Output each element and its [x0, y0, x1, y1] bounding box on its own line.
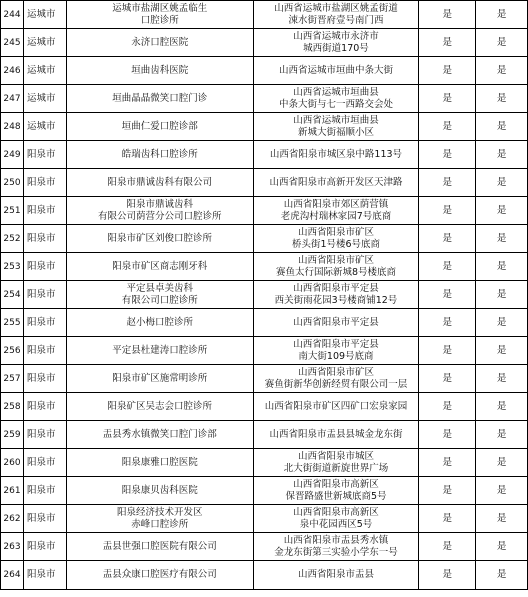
- institution-name-cell: [66, 225, 253, 253]
- check-cell-2: [476, 309, 528, 337]
- table-row: [1, 533, 528, 561]
- row-number-text: 257: [3, 373, 21, 384]
- table-row: [1, 85, 528, 113]
- check-cell-2: [476, 141, 528, 169]
- row-number: [1, 197, 24, 225]
- city-cell: [23, 505, 66, 533]
- address-cell-text: 城西街道170号: [303, 42, 369, 54]
- address-cell-text: 山西省阳泉市平定县: [293, 338, 379, 350]
- check-cell-1-text: 是: [442, 36, 453, 48]
- city-cell-text: 阳泉市: [26, 288, 56, 300]
- address-cell-text: 山西省阳泉市高新区: [293, 478, 379, 490]
- check-cell-1-text: 是: [442, 372, 453, 384]
- institution-name-cell: [66, 57, 253, 85]
- check-cell-2: [476, 533, 528, 561]
- row-number: [1, 281, 24, 309]
- check-cell-1: [419, 505, 476, 533]
- check-cell-2: [476, 477, 528, 505]
- check-cell-2-text: 是: [496, 428, 507, 440]
- address-cell-text: 老虎沟村瑞林家园7号底商: [280, 210, 392, 222]
- city-cell: [23, 253, 66, 281]
- row-number: [1, 141, 24, 169]
- institution-name-cell: [66, 85, 253, 113]
- institution-name-cell-text: 盂县秀水镇微笑口腔门诊部: [102, 428, 217, 440]
- table-row: [1, 113, 528, 141]
- address-cell: [253, 57, 419, 85]
- city-cell: [23, 113, 66, 141]
- table-row: [1, 29, 528, 57]
- address-cell: [253, 1, 419, 29]
- address-cell-text: 山西省阳泉市矿区: [297, 226, 374, 238]
- table-row: [1, 1, 528, 29]
- address-cell-text: 中条大街与七一西路交会处: [278, 98, 393, 110]
- institution-name-cell: [66, 141, 253, 169]
- table-row: [1, 477, 528, 505]
- row-number-text: 254: [3, 289, 21, 300]
- check-cell-2: [476, 169, 528, 197]
- institution-name-cell-text: 阳泉康雅口腔医院: [121, 456, 198, 468]
- check-cell-1-text: 是: [442, 64, 453, 76]
- institution-name-cell: [66, 309, 253, 337]
- address-cell: [253, 113, 419, 141]
- city-cell-text: 阳泉市: [26, 456, 56, 468]
- row-number: [1, 57, 24, 85]
- city-cell-text: 阳泉市: [26, 428, 56, 440]
- check-cell-2: [476, 113, 528, 141]
- row-number: [1, 505, 24, 533]
- institution-name-cell-text: 阳泉市鼎诚齿科: [126, 198, 193, 210]
- address-cell-text: 北大街街道新旋世界广场: [283, 462, 389, 474]
- institution-name-cell: [66, 421, 253, 449]
- row-number: [1, 533, 24, 561]
- check-cell-2: [476, 197, 528, 225]
- row-number-text: 245: [3, 37, 21, 48]
- row-number: [1, 113, 24, 141]
- check-cell-2: [476, 561, 528, 590]
- check-cell-1: [419, 85, 476, 113]
- table-row: [1, 169, 528, 197]
- address-cell: [253, 561, 419, 590]
- city-cell: [23, 337, 66, 365]
- address-cell: [253, 85, 419, 113]
- address-cell-text: 金龙东街第三实验小学东一号: [274, 546, 398, 558]
- city-cell-text: 阳泉市: [26, 512, 56, 524]
- institution-name-cell: [66, 253, 253, 281]
- check-cell-2: [476, 505, 528, 533]
- address-cell-text: 山西省阳泉市盂县秀水镇: [283, 534, 389, 546]
- check-cell-1-text: 是: [442, 428, 453, 440]
- check-cell-1-text: 是: [442, 92, 453, 104]
- check-cell-2-text: 是: [496, 204, 507, 216]
- city-cell-text: 阳泉市: [26, 176, 56, 188]
- address-cell-text: 西关街雨花园3号楼商铺12号: [274, 294, 398, 306]
- institution-name-cell-text: 永济口腔医院: [131, 36, 189, 48]
- city-cell-text: 阳泉市: [26, 484, 56, 496]
- table-row: [1, 309, 528, 337]
- row-number: [1, 29, 24, 57]
- address-cell: [253, 309, 419, 337]
- row-number: [1, 85, 24, 113]
- row-number-text: 255: [3, 317, 21, 328]
- check-cell-2-text: 是: [496, 512, 507, 524]
- city-cell-text: 阳泉市: [26, 400, 56, 412]
- check-cell-1: [419, 169, 476, 197]
- check-cell-2: [476, 421, 528, 449]
- address-cell: [253, 225, 419, 253]
- institution-name-cell-text: 垣曲仁爱口腔诊部: [121, 120, 198, 132]
- row-number-text: 249: [3, 149, 21, 160]
- institution-name-cell-text: 阳泉经济技术开发区: [116, 506, 203, 518]
- row-number: [1, 169, 24, 197]
- institution-name-cell-text: 阳泉市矿区施常明诊所: [112, 372, 208, 384]
- address-cell: [253, 421, 419, 449]
- table-row: [1, 365, 528, 393]
- row-number-text: 248: [3, 121, 21, 132]
- institution-name-cell-text: 运城市盐湖区姚孟临生: [112, 2, 208, 14]
- check-cell-1: [419, 225, 476, 253]
- institution-name-cell: [66, 169, 253, 197]
- city-cell: [23, 281, 66, 309]
- check-cell-2-text: 是: [496, 344, 507, 356]
- check-cell-2: [476, 57, 528, 85]
- table-row: [1, 505, 528, 533]
- table-row: [1, 449, 528, 477]
- address-cell-text: 山西省阳泉市盂县县城金龙东街: [269, 428, 403, 440]
- address-cell-text: 山西省阳泉市郊区荫营镇: [283, 198, 389, 210]
- check-cell-2-text: 是: [496, 400, 507, 412]
- institution-name-cell: [66, 561, 253, 590]
- row-number-text: 252: [3, 233, 21, 244]
- city-cell: [23, 85, 66, 113]
- check-cell-1-text: 是: [442, 176, 453, 188]
- institution-name-cell: [66, 505, 253, 533]
- check-cell-2-text: 是: [496, 120, 507, 132]
- institution-name-cell-text: 阳泉市鼎诚齿科有限公司: [107, 176, 212, 188]
- row-number-text: 258: [3, 401, 21, 412]
- institution-name-cell: [66, 477, 253, 505]
- city-cell-text: 阳泉市: [26, 569, 56, 580]
- row-number-text: 244: [3, 9, 21, 20]
- institution-name-cell: [66, 337, 253, 365]
- check-cell-1: [419, 141, 476, 169]
- address-cell-text: 山西省运城市垣曲县: [293, 86, 379, 98]
- check-cell-1: [419, 1, 476, 29]
- city-cell-text: 运城市: [26, 120, 56, 132]
- check-cell-1-text: 是: [442, 8, 453, 20]
- city-cell-text: 阳泉市: [26, 372, 56, 384]
- address-cell: [253, 505, 419, 533]
- row-number: [1, 309, 24, 337]
- address-cell-text: 山西省阳泉市平定县: [293, 316, 379, 328]
- check-cell-1-text: 是: [442, 456, 453, 468]
- address-cell: [253, 29, 419, 57]
- institution-name-cell: [66, 365, 253, 393]
- address-cell: [253, 337, 419, 365]
- city-cell: [23, 141, 66, 169]
- address-cell-text: 山西省阳泉市盂县: [297, 569, 374, 580]
- check-cell-1-text: 是: [442, 288, 453, 300]
- table-row: [1, 141, 528, 169]
- row-number-text: 261: [3, 485, 21, 496]
- institution-name-cell-text: 皓瑞齿科口腔诊所: [121, 148, 198, 160]
- check-cell-2: [476, 29, 528, 57]
- check-cell-1-text: 是: [442, 204, 453, 216]
- address-cell: [253, 141, 419, 169]
- city-cell-text: 运城市: [26, 36, 56, 48]
- address-cell: [253, 197, 419, 225]
- check-cell-2-text: 是: [496, 484, 507, 496]
- city-cell-text: 运城市: [26, 8, 56, 20]
- city-cell-text: 阳泉市: [26, 316, 56, 328]
- check-cell-1-text: 是: [442, 344, 453, 356]
- institution-name-cell-text: 盂县世强口腔医院有限公司: [102, 540, 217, 552]
- address-cell-text: 涑水街晋府壹号南门西: [288, 14, 384, 26]
- address-cell-text: 赛鱼太行国际新城8号楼底商: [275, 266, 396, 278]
- check-cell-1: [419, 29, 476, 57]
- check-cell-2: [476, 85, 528, 113]
- city-cell-text: 阳泉市: [26, 232, 56, 244]
- check-cell-1-text: 是: [442, 148, 453, 160]
- check-cell-1: [419, 365, 476, 393]
- city-cell-text: 阳泉市: [26, 204, 56, 216]
- check-cell-1-text: 是: [442, 232, 453, 244]
- address-cell: [253, 393, 419, 421]
- city-cell-text: 阳泉市: [26, 260, 56, 272]
- address-cell-text: 山西省阳泉市矿区四矿口宏泉家园: [264, 400, 408, 412]
- check-cell-2-text: 是: [496, 456, 507, 468]
- check-cell-2-text: 是: [496, 148, 507, 160]
- institution-name-cell-text: 平定县卓美齿科: [126, 282, 193, 294]
- check-cell-2: [476, 337, 528, 365]
- city-cell: [23, 393, 66, 421]
- city-cell-text: 运城市: [26, 92, 56, 104]
- check-cell-1: [419, 253, 476, 281]
- city-cell: [23, 225, 66, 253]
- address-cell-text: 山西省阳泉市矿区: [297, 366, 374, 378]
- table-row: [1, 281, 528, 309]
- check-cell-2-text: 是: [496, 92, 507, 104]
- institution-name-cell-text: 赤峰口腔诊所: [131, 518, 189, 530]
- check-cell-1: [419, 197, 476, 225]
- city-cell: [23, 449, 66, 477]
- institution-name-cell-text: 有限公司口腔诊所: [121, 294, 198, 306]
- city-cell-text: 阳泉市: [26, 148, 56, 160]
- institution-name-cell-text: 垣曲齿科医院: [131, 64, 189, 76]
- address-cell-text: 山西省阳泉市高新开发区天津路: [269, 176, 403, 188]
- check-cell-1-text: 是: [442, 540, 453, 552]
- city-cell: [23, 309, 66, 337]
- row-number-text: 260: [3, 457, 21, 468]
- check-cell-2: [476, 225, 528, 253]
- check-cell-1-text: 是: [442, 400, 453, 412]
- institution-name-cell: [66, 197, 253, 225]
- row-number: [1, 365, 24, 393]
- row-number-text: 253: [3, 261, 21, 272]
- city-cell: [23, 477, 66, 505]
- address-cell-text: 山西省阳泉市平定县: [293, 282, 379, 294]
- row-number: [1, 1, 24, 29]
- check-cell-1: [419, 449, 476, 477]
- institution-name-cell: [66, 29, 253, 57]
- check-cell-1: [419, 421, 476, 449]
- row-number-text: 259: [3, 429, 21, 440]
- address-cell-text: 山西省阳泉市城区泉中路113号: [269, 148, 403, 160]
- row-number: [1, 393, 24, 421]
- check-cell-2-text: 是: [496, 64, 507, 76]
- table-row: [1, 393, 528, 421]
- city-cell: [23, 561, 66, 590]
- city-cell-text: 阳泉市: [26, 344, 56, 356]
- check-cell-1-text: 是: [442, 512, 453, 524]
- address-cell-text: 山西省运城市垣曲中条大街: [278, 64, 393, 76]
- institution-name-cell: [66, 113, 253, 141]
- check-cell-2: [476, 1, 528, 29]
- check-cell-2-text: 是: [496, 569, 507, 580]
- table-body: [1, 1, 528, 590]
- check-cell-1: [419, 57, 476, 85]
- institution-name-cell-text: 垣曲晶晶微笑口腔门诊: [112, 92, 208, 104]
- table-row: [1, 253, 528, 281]
- check-cell-2-text: 是: [496, 316, 507, 328]
- row-number-text: 256: [3, 345, 21, 356]
- city-cell: [23, 57, 66, 85]
- institution-name-cell: [66, 393, 253, 421]
- check-cell-1: [419, 561, 476, 590]
- address-cell-text: 山西省阳泉市高新区: [293, 506, 379, 518]
- check-cell-2-text: 是: [496, 372, 507, 384]
- table-row: [1, 561, 528, 590]
- check-cell-1: [419, 393, 476, 421]
- address-cell: [253, 449, 419, 477]
- row-number: [1, 253, 24, 281]
- institution-name-cell-text: 赵小梅口腔诊所: [126, 316, 193, 328]
- address-cell-text: 保晋路盛世新城底商5号: [285, 490, 387, 502]
- address-cell-text: 山西省阳泉市矿区: [297, 254, 374, 266]
- city-cell: [23, 29, 66, 57]
- check-cell-1-text: 是: [442, 120, 453, 132]
- check-cell-1: [419, 309, 476, 337]
- city-cell-text: 阳泉市: [26, 540, 56, 552]
- address-cell: [253, 281, 419, 309]
- check-cell-2-text: 是: [496, 36, 507, 48]
- institution-name-cell-text: 盂县众康口腔医疗有限公司: [102, 569, 217, 580]
- table-row: [1, 197, 528, 225]
- institution-name-cell: [66, 449, 253, 477]
- row-number: [1, 337, 24, 365]
- check-cell-2-text: 是: [496, 288, 507, 300]
- row-number: [1, 421, 24, 449]
- institution-name-cell-text: 阳泉康贝齿科医院: [121, 484, 198, 496]
- institution-name-cell-text: 平定县杜建涛口腔诊所: [112, 344, 208, 356]
- city-cell: [23, 365, 66, 393]
- check-cell-2-text: 是: [496, 8, 507, 20]
- table-row: [1, 225, 528, 253]
- check-cell-2: [476, 449, 528, 477]
- address-cell-text: 山西省阳泉市城区: [297, 450, 374, 462]
- row-number-text: 262: [3, 513, 21, 524]
- check-cell-1-text: 是: [442, 316, 453, 328]
- address-cell-text: 南大街109号底商: [298, 350, 374, 362]
- check-cell-2: [476, 281, 528, 309]
- check-cell-1: [419, 281, 476, 309]
- row-number: [1, 449, 24, 477]
- row-number: [1, 561, 24, 590]
- row-number-text: 247: [3, 93, 21, 104]
- table-row: [1, 337, 528, 365]
- check-cell-2-text: 是: [496, 176, 507, 188]
- check-cell-1-text: 是: [442, 260, 453, 272]
- address-cell: [253, 169, 419, 197]
- city-cell: [23, 533, 66, 561]
- row-number-text: 246: [3, 65, 21, 76]
- institution-name-cell-text: 阳泉矿区吴志会口腔诊所: [107, 400, 212, 412]
- table-row: [1, 57, 528, 85]
- check-cell-2-text: 是: [496, 232, 507, 244]
- check-cell-2: [476, 393, 528, 421]
- address-cell-text: 泉中花园西区5号: [299, 518, 373, 530]
- institution-name-cell: [66, 1, 253, 29]
- check-cell-2-text: 是: [496, 260, 507, 272]
- row-number: [1, 477, 24, 505]
- address-cell: [253, 253, 419, 281]
- institution-name-cell: [66, 533, 253, 561]
- city-cell-text: 运城市: [26, 64, 56, 76]
- city-cell: [23, 169, 66, 197]
- check-cell-2: [476, 365, 528, 393]
- check-cell-1: [419, 477, 476, 505]
- address-cell-text: 山西省运城市永济市: [293, 30, 379, 42]
- address-cell: [253, 533, 419, 561]
- check-cell-1-text: 是: [442, 484, 453, 496]
- check-cell-2: [476, 253, 528, 281]
- address-cell-text: 桥头街1号楼6号底商: [291, 238, 381, 250]
- check-cell-1: [419, 533, 476, 561]
- address-cell-text: 赛鱼街新华创新经贸有限公司一层: [264, 378, 408, 390]
- institution-name-cell-text: 阳泉市矿区刘俊口腔诊所: [107, 232, 212, 244]
- row-number-text: 250: [3, 177, 21, 188]
- check-cell-1: [419, 337, 476, 365]
- check-cell-1: [419, 113, 476, 141]
- address-cell-text: 山西省运城市盐湖区姚孟街道: [274, 2, 398, 14]
- city-cell: [23, 421, 66, 449]
- address-cell-text: 山西省运城市垣曲县: [293, 114, 379, 126]
- row-number-text: 263: [3, 541, 21, 552]
- institution-name-cell-text: 阳泉市矿区商志刚牙科: [112, 260, 208, 272]
- institution-name-cell-text: 口腔诊所: [140, 14, 179, 26]
- row-number-text: 251: [3, 205, 21, 216]
- address-cell-text: 新城大街福顺小区: [297, 126, 374, 138]
- city-cell: [23, 197, 66, 225]
- institution-name-cell-text: 有限公司荫营分公司口腔诊所: [97, 210, 222, 222]
- city-cell: [23, 1, 66, 29]
- address-cell: [253, 477, 419, 505]
- row-number-text: 264: [3, 570, 21, 580]
- row-number: [1, 225, 24, 253]
- institution-name-cell: [66, 281, 253, 309]
- table-row: [1, 421, 528, 449]
- check-cell-1-text: 是: [442, 569, 453, 580]
- check-cell-2-text: 是: [496, 540, 507, 552]
- address-cell: [253, 365, 419, 393]
